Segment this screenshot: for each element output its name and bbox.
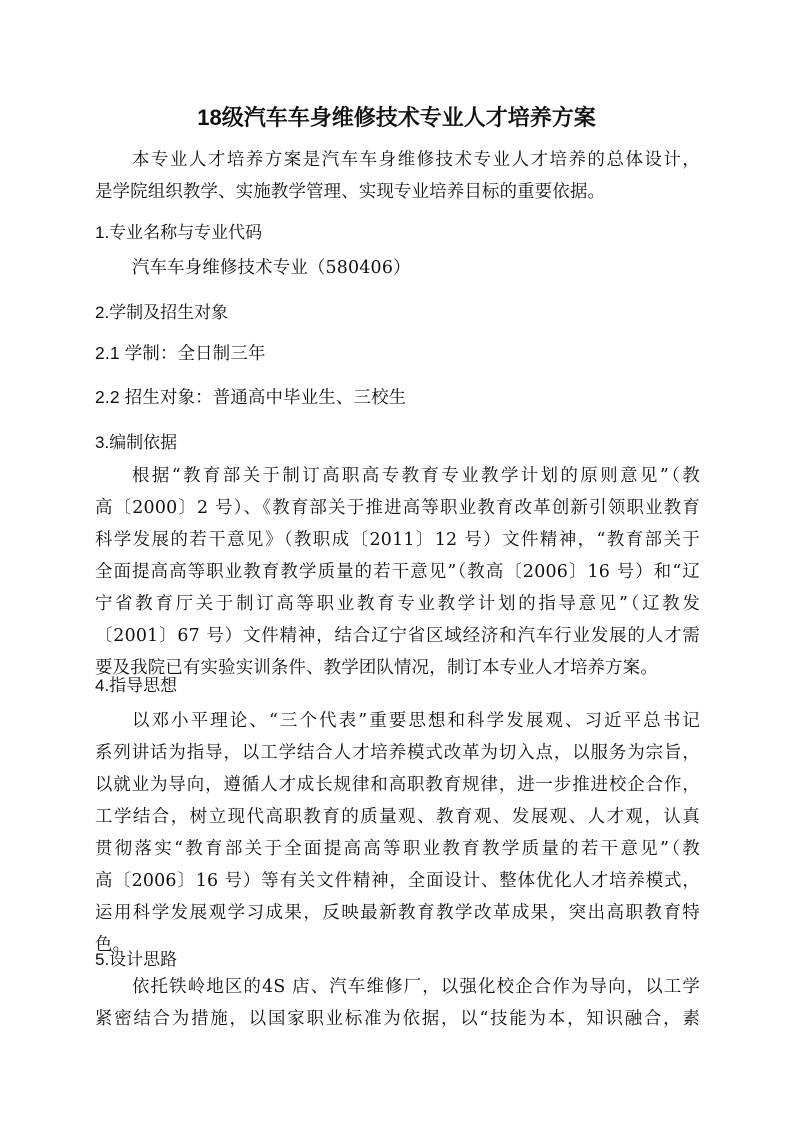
text-line: 高〔2006〕16 号）等有关文件精神，全面设计、整体优化人才培养模式， <box>95 871 700 891</box>
text-line: 根据“教育部关于制订高职高专教育专业教学计划的原则意见”（教 <box>132 466 700 486</box>
section-4-paragraph <box>95 705 700 961</box>
text-line: 是学院组织教学、实施教学管理、实现专业培养目标的重要依据。 <box>95 182 606 202</box>
text-line: 以就业为导向，遵循人才成长规律和高职教育规律，进一步推进校企合作， <box>95 775 700 795</box>
text-line: 依托铁岭地区的4S 店、汽车维修厂，以强化校企合作为导向，以工学 <box>132 977 700 997</box>
field-label: 2.1 学制： <box>95 343 178 363</box>
text-line: 色。 <box>95 935 131 955</box>
text-line: 科学发展的若干意见》（教职成〔2011〕12 号）文件精神，“教育部关于 <box>95 530 700 550</box>
text-line: 运用科学发展观学习成果，反映最新教育教学改革成果，突出高职教育特 <box>95 903 700 923</box>
section-5-heading: 5.设计思路 <box>95 950 178 969</box>
section-2-1 <box>95 337 700 369</box>
section-2-2 <box>95 381 700 413</box>
text-line: 〔2001〕67 号）文件精神，结合辽宁省区域经济和汽车行业发展的人才需 <box>95 626 700 646</box>
text-line: 汽车车身维修技术专业（580406） <box>132 258 411 278</box>
section-1-text <box>95 252 700 284</box>
intro-paragraph <box>95 144 700 208</box>
text-line: 以邓小平理论、“三个代表”重要思想和科学发展观、习近平总书记 <box>132 711 700 731</box>
section-2-heading: 2.学制及招生对象 <box>95 303 229 322</box>
text-line: 宁省教育厅关于制订高等职业教育专业教学计划的指导意见”（辽教发 <box>95 594 700 614</box>
text-line: 高〔2000〕2 号）、《教育部关于推进高等职业教育改革创新引领职业教育 <box>95 498 700 518</box>
section-3-paragraph <box>95 460 700 684</box>
section-5-paragraph <box>95 971 700 1035</box>
field-label: 2.2 招生对象： <box>95 387 213 407</box>
text-line: 系列讲话为指导，以工学结合人才培养模式改革为切入点，以服务为宗旨， <box>95 743 700 763</box>
section-3-heading: 3.编制依据 <box>95 433 178 452</box>
section-4-heading: 4.指导思想 <box>95 676 178 695</box>
text-line: 工学结合，树立现代高职教育的质量观、教育观、发展观、人才观，认真 <box>95 807 700 827</box>
text-line: 紧密结合为措施，以国家职业标准为依据，以“技能为本，知识融合，素 <box>95 1009 700 1029</box>
field-value: 普通高中毕业生、三校生 <box>212 388 407 408</box>
text-line: 贯彻落实“教育部关于全面提高高等职业教育教学质量的若干意见”（教 <box>95 839 700 859</box>
text-line: 要及我院已有实验实训条件、教学团队情况，制订本专业人才培养方案。 <box>95 658 658 678</box>
text-line: 本专业人才培养方案是汽车车身维修技术专业人才培养的总体设计， <box>132 150 700 170</box>
document-title: 18级汽车车身维修技术专业人才培养方案 <box>197 105 596 130</box>
text-line: 全面提高高等职业教育教学质量的若干意见”（教高〔2006〕16 号）和“辽 <box>95 562 700 582</box>
field-value: 全日制三年 <box>177 344 266 364</box>
section-1-heading: 1.专业名称与专业代码 <box>95 223 263 242</box>
